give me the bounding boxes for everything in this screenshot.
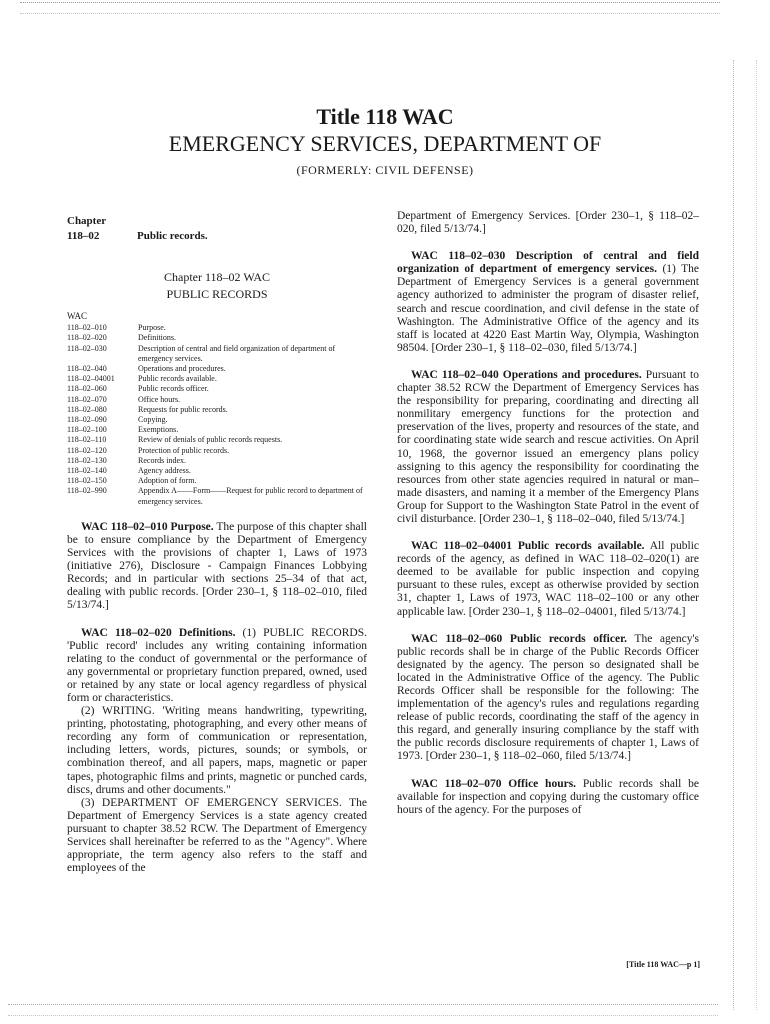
section-heading: WAC 118–02–070 Office hours. (411, 777, 577, 790)
toc-section-number: 118–02–070 (67, 394, 107, 404)
toc-section-number: 118–02–120 (67, 445, 107, 455)
toc-row (67, 456, 367, 466)
scan-noise-right (733, 60, 757, 1010)
section-paragraph (397, 369, 699, 526)
toc-section-title: Protection of public records. (138, 445, 230, 455)
section-heading: WAC 118–02–020 Definitions. (81, 626, 236, 639)
toc-row (67, 486, 367, 506)
left-column (67, 214, 367, 875)
chapter-number: 118–02 (67, 230, 100, 242)
section-paragraph (67, 521, 367, 613)
toc-section-title: Review of denials of public records requests. (138, 435, 283, 445)
toc-section-number: 118–02–110 (67, 435, 107, 445)
toc-row (67, 333, 367, 343)
toc-section-title: Definitions. (138, 333, 176, 343)
toc-row (67, 323, 367, 333)
section-paragraph (397, 540, 699, 619)
toc-section-number: 118–02–080 (67, 404, 107, 414)
toc-section-title: Purpose. (138, 323, 166, 333)
toc-section-title: Operations and procedures. (138, 364, 226, 374)
toc-row (67, 344, 367, 364)
toc-row (67, 425, 367, 435)
right-column (397, 210, 699, 817)
toc-section-number: 118–02–010 (67, 323, 107, 333)
toc-row (67, 466, 367, 476)
toc-section-number: 118–02–100 (67, 425, 107, 435)
section-heading: WAC 118–02–040 Operations and procedures. (411, 368, 642, 381)
section-text: The purpose of this chapter shall be to ensure compliance by the Department of Emergency Services with the provisions of chapter 1, Laws of 1973 (initiative 276), Disclosure - Campaign Finances Lobbying Records; and in particular with sections 25–34 of that act, dealing with public records. [Order 230–1, § 118–02–010, filed 5/13/74.] (67, 520, 368, 612)
toc-row (67, 415, 367, 425)
toc-section-title: Requests for public records. (138, 404, 228, 414)
toc-section-title: Office hours. (138, 394, 181, 404)
section-paragraph (397, 633, 699, 764)
section-text: (1) The Department of Emergency Services is a general government agency authorized to administer the program of disaster relief, search and rescue coordination, and civil defense in the state of Washington. The Administrative Office of the agency and its staff is located at 4220 East Martin Way, Olympia, Washington 98504. [Order 230–1, § 118–02–030, filed 5/13/74.] (397, 263, 699, 354)
scan-noise-bottom (8, 1004, 718, 1016)
section-heading: WAC 118–02–04001 Public records available. (411, 540, 645, 553)
chapter-block-heading: Chapter 118–02 WAC (164, 270, 270, 284)
section-text: (3) DEPARTMENT OF EMERGENCY SERVICES. The Department of Emergency Services is a state agency created pursuant to chapter 38.52 RCW. The Department of Emergency Services shall hereinafter be referred to as the "Agency". Where appropriate, the term agency also refers to the staff and employees of the (67, 796, 367, 875)
section-text: Pursuant to chapter 38.52 RCW the Department of Emergency Services has the responsibility for preparing, coordinating and directing all nonmilitary emergency functions for the protection and preservation of the lives, property and resources of the state, and for coordinating state wide search and rescue activities. On April 10, 1968, the governor issued an emergency plans policy assigning to this agency the responsibility for coordinating the resources from other state agencies required in natural or man–made disasters, and naming it a member of the Emergency Plans Group for Support to the Washington State Patrol in the event of civil disturbance. [Order 230–1, § 118–02–040, filed 5/13/74.] (397, 368, 699, 525)
section-text: All public records of the agency, as defined in WAC 118–02–020(1) are deemed to be available for public inspection and copying pursuant to these rules, except as otherwise provided by section 31, chapter 1, Laws of 1973, WAC 118–02–100 or any other applicable law. [Order 230–1, § 118–02–04001, filed 5/13/74.] (397, 540, 699, 618)
toc-row (67, 374, 367, 384)
section-text: The agency's public records shall be in charge of the Public Records Officer designated by the agency. The person so designated shall be located in the Administrative Office of the agency. The Public Records Officer shall be responsible for the following: The implementation of the agency's rules and regulations regarding release of public records, coordinating the staff of the agency in this regard, and generally insuring compliance by the staff with the public records disclosure requirements of chapter 1, Laws of 1973. [Order 230–1, § 118–02–060, filed 5/13/74.] (397, 632, 700, 763)
toc-row (67, 384, 367, 394)
toc-section-title: Records index. (138, 455, 186, 465)
chapter-title: Public records. (137, 230, 208, 242)
toc-row (67, 395, 367, 405)
toc-section-number: 118–02–090 (67, 415, 107, 425)
toc-row (67, 364, 367, 374)
chapter-index-row (67, 229, 367, 244)
section-paragraph (397, 778, 699, 817)
former-title: (FORMERLY: CIVIL DEFENSE) (296, 163, 474, 177)
section-text: (1) PUBLIC RECORDS. 'Public record' includes any writing containing information relating to the conduct of governmental or the performance of any governmental or proprietary function prepared, owned, used or retained by any state or local agency regardless of physical form or characteristics. (67, 626, 367, 704)
section-text: (2) WRITING. 'Writing means handwriting, typewriting, printing, photostating, photographing, and every other means of recording any form of communication or representation, including letters, words, pictures, sounds; or symbols, or combination thereof, and all papers, maps, magnetic or paper tapes, photographic films and prints, magnetic or punched cards, discs, drums and other documents." (67, 705, 367, 796)
toc-section-title: Agency address. (138, 466, 191, 476)
chapter-block-subheading: PUBLIC RECORDS (166, 287, 268, 301)
section-paragraph (397, 250, 699, 355)
section-text: Department of Emergency Services. [Order 230–1, § 118–02–020, filed 5/13/74.] (397, 210, 699, 236)
toc-section-number: 118–02–04001 (67, 374, 115, 384)
toc-section-number: 118–02–020 (67, 333, 107, 343)
toc-row (67, 405, 367, 415)
section-paragraph (397, 210, 699, 236)
toc-section-title: Adoption of form. (138, 476, 197, 486)
section-heading: WAC 118–02–060 Public records officer. (411, 632, 628, 645)
toc-section-title: Public records officer. (138, 384, 209, 394)
toc-section-number: 118–02–040 (67, 364, 107, 374)
section-heading: WAC 118–02–030 Description of central and field organization of department of emergency services. (397, 250, 699, 276)
toc-section-number: 118–02–150 (67, 476, 107, 486)
toc-section-number: 118–02–130 (67, 455, 107, 465)
toc-section-title: Exemptions. (138, 425, 179, 435)
toc-row (67, 435, 367, 445)
chapter-index-heading: Chapter (67, 215, 107, 227)
toc-section-title: Description of central and field organization of department of emergency services. (138, 343, 336, 363)
toc-row (67, 476, 367, 486)
scan-noise-top (20, 2, 720, 14)
left-sections (67, 521, 367, 875)
section-paragraph (67, 797, 367, 876)
toc-section-title: Public records available. (138, 374, 217, 384)
section-heading: WAC 118–02–010 Purpose. (81, 520, 214, 533)
right-sections (397, 210, 699, 817)
toc-row (67, 446, 367, 456)
page-footer: [Title 118 WAC—p 1] (626, 960, 700, 969)
toc-section-number: 118–02–140 (67, 466, 107, 476)
toc-section-number: 118–02–030 (67, 343, 107, 353)
table-of-contents (67, 311, 367, 507)
toc-section-title: Copying. (138, 415, 168, 425)
title-line-2: EMERGENCY SERVICES, DEPARTMENT OF (168, 131, 602, 156)
toc-section-title: Appendix A——Form——Request for public record to department of emergency services. (138, 486, 363, 506)
title-line-1: Title 118 WAC (316, 104, 454, 129)
toc-heading: WAC (67, 311, 87, 321)
section-paragraph (67, 705, 367, 797)
toc-rows (67, 323, 367, 507)
section-paragraph (67, 627, 367, 706)
section-text: Public records shall be available for inspection and copying during the customary office hours of the agency. For the purposes of (397, 777, 699, 816)
toc-section-number: 118–02–990 (67, 486, 107, 496)
toc-section-number: 118–02–060 (67, 384, 107, 394)
